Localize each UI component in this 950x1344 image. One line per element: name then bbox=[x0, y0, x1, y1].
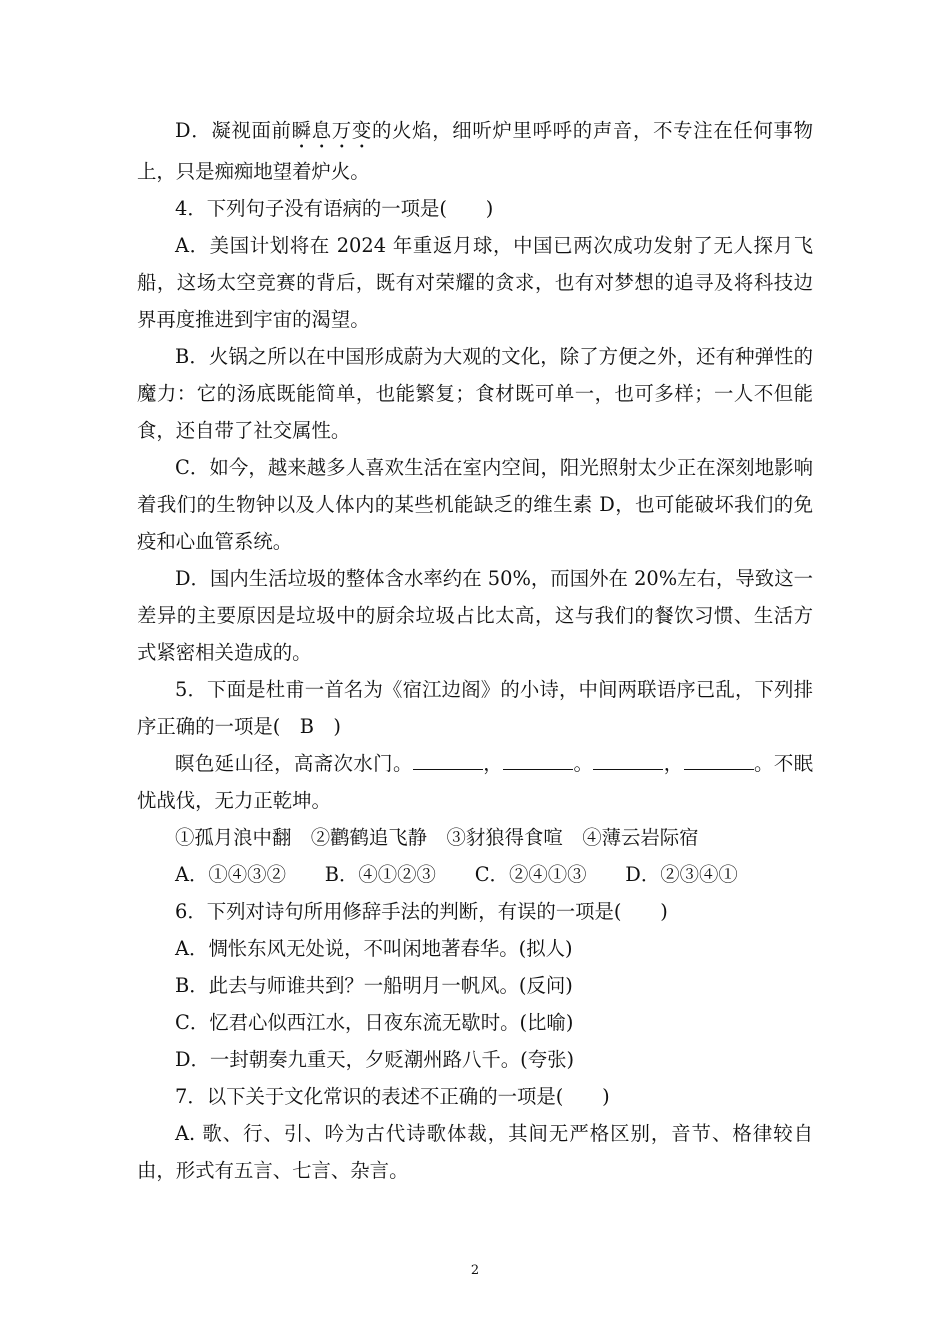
q5-blank-4 bbox=[684, 749, 754, 770]
q5-sep-2: 。 bbox=[573, 752, 594, 775]
q4-option-d: D．国内生活垃圾的整体含水率约在 50%，而国外在 20%左右，导致这一差异的主要原因是垃圾中的厨余垃圾占比太高，这与我们的餐饮习惯、生活方式紧密相关造成的。 bbox=[137, 567, 813, 664]
q7-option-a: A. 歌、行、引、吟为古代诗歌体裁，其间无严格区别，音节、格律较自由，形式有五言、七言、杂言。 bbox=[137, 1122, 813, 1182]
q3-d-emphasized-words: 瞬息万变 bbox=[291, 119, 372, 142]
q5-poem bbox=[137, 745, 813, 819]
q6-option-a: A．惆怅东风无处说，不叫闲地著春华。(拟人) bbox=[175, 937, 573, 960]
q5-blank-1 bbox=[413, 749, 483, 770]
q5-lines: ①孤月浪中翻 ②鹳鹤追飞静 ③豺狼得食喧 ④薄云岩际宿 bbox=[175, 826, 699, 849]
q7-stem: 7．以下关于文化常识的表述不正确的一项是( ) bbox=[175, 1085, 610, 1108]
q3-d-middle: 的火焰，细听炉里呼呼的声音，不专注在任何事物上，只是 bbox=[137, 119, 814, 183]
q6-option-c: C．忆君心似西江水，日夜东流无歇时。(比喻) bbox=[175, 1011, 574, 1034]
q4-option-b: B．火锅之所以在中国形成蔚为大观的文化，除了方便之外，还有种弹性的魔力：它的汤底既能简单，也能繁复；食材既可单一，也可多样；一人不但能食，还自带了社交属性。 bbox=[137, 345, 813, 442]
q5-poem-start: 暝色延山径，高斋次水门。 bbox=[175, 752, 413, 775]
page-content bbox=[137, 112, 813, 1189]
q4-stem: 4．下列句子没有语病的一项是( ) bbox=[175, 197, 494, 220]
page-number: 2 bbox=[470, 1263, 480, 1278]
q6-stem: 6．下列对诗句所用修辞手法的判断，有误的一项是( ) bbox=[175, 900, 668, 923]
q5-sep-4: 。 bbox=[753, 752, 774, 775]
q5-options: A．①④③② B．④①②③ C．②④①③ D．②③④① bbox=[175, 863, 738, 886]
q5-blank-2 bbox=[503, 749, 573, 770]
q5-stem: 5．下面是杜甫一首名为《宿江边阁》的小诗，中间两联语序已乱，下列排序正确的一项是( B ) bbox=[137, 678, 813, 738]
q4-option-a: A．美国计划将在 2024 年重返月球，中国已两次成功发射了无人探月飞船，这场太空竞赛的背后，既有对荣耀的贪求，也有对梦想的追寻及将科技边界再度推进到宇宙的渴望。 bbox=[137, 234, 813, 331]
q5-sep-3: ， bbox=[663, 752, 684, 775]
q6-option-b: B．此去与师谁共到？一船明月一帆风。(反问) bbox=[175, 974, 573, 997]
q3-option-d bbox=[137, 112, 813, 190]
q5-blank-3 bbox=[593, 749, 663, 770]
q4-option-c: C．如今，越来越多人喜欢生活在室内空间，阳光照射太少正在深刻地影响着我们的生物钟以及人体内的某些机能缺乏的维生素 D，也可能破坏我们的免疫和心血管系统。 bbox=[137, 456, 813, 553]
q3-d-end: 痴痴地望着炉火。 bbox=[214, 160, 370, 183]
q3-d-prefix: D．凝视面前 bbox=[175, 119, 292, 142]
q6-option-d: D．一封朝奏九重天，夕贬潮州路八千。(夸张) bbox=[175, 1048, 575, 1071]
q5-poem-end: 不眠忧战伐，无力正乾坤。 bbox=[137, 752, 814, 812]
q5-sep-1: ， bbox=[482, 752, 504, 775]
